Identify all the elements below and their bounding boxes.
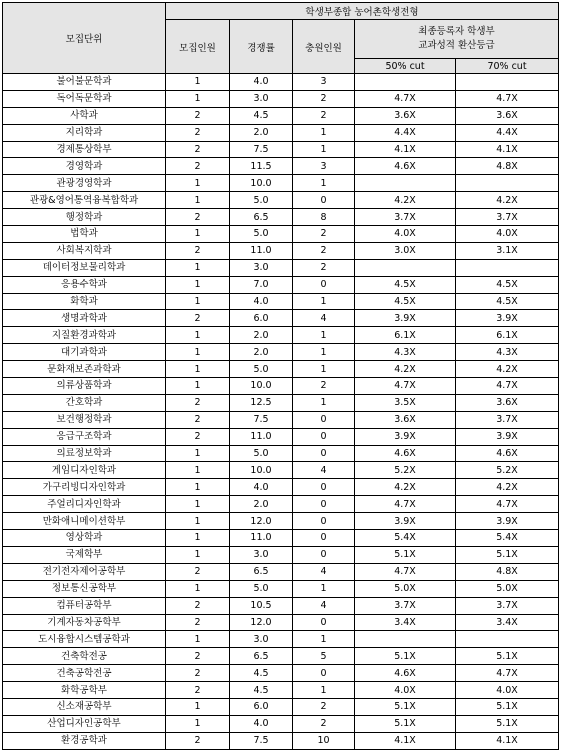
cell-additional-admits: 2 [293, 226, 355, 243]
cell-unit: 보건행정학과 [3, 411, 166, 428]
cell-unit: 독어독문학과 [3, 90, 166, 107]
cell-cut-70: 3.6X [456, 107, 559, 124]
header-unit: 모집단위 [3, 3, 166, 74]
cell-additional-admits: 4 [293, 597, 355, 614]
cell-cut-50: 4.7X [355, 90, 456, 107]
cell-unit: 대기과학과 [3, 344, 166, 361]
cell-unit: 사학과 [3, 107, 166, 124]
table-row [3, 293, 559, 310]
cell-quota: 1 [166, 445, 230, 462]
cell-cut-50 [355, 631, 456, 648]
table-row [3, 631, 559, 648]
table-row [3, 546, 559, 563]
cell-additional-admits: 0 [293, 445, 355, 462]
cell-cut-70: 3.7X [456, 411, 559, 428]
cell-unit: 신소재공학부 [3, 698, 166, 715]
cell-unit: 응용수학과 [3, 276, 166, 293]
cell-competition-ratio: 6.0 [230, 698, 293, 715]
cell-quota: 2 [166, 158, 230, 175]
cell-competition-ratio: 12.0 [230, 614, 293, 631]
table-row [3, 209, 559, 226]
table-row [3, 361, 559, 378]
cell-cut-70: 4.7X [456, 378, 559, 395]
cell-cut-70: 4.0X [456, 682, 559, 699]
cell-quota: 2 [166, 597, 230, 614]
cell-additional-admits: 0 [293, 192, 355, 209]
table-row [3, 378, 559, 395]
cell-unit: 환경공학과 [3, 732, 166, 749]
table-row [3, 141, 559, 158]
cell-additional-admits: 4 [293, 563, 355, 580]
cell-unit: 건축공학전공 [3, 665, 166, 682]
header-grade-line2: 교과성적 환산등급 [418, 40, 495, 51]
cell-competition-ratio: 11.5 [230, 158, 293, 175]
cell-additional-admits: 1 [293, 344, 355, 361]
cell-quota: 2 [166, 209, 230, 226]
table-row [3, 445, 559, 462]
cell-cut-70: 4.2X [456, 192, 559, 209]
cell-cut-50: 4.2X [355, 192, 456, 209]
table-row [3, 310, 559, 327]
cell-competition-ratio: 3.0 [230, 90, 293, 107]
cell-cut-70: 3.1X [456, 242, 559, 259]
cell-additional-admits: 1 [293, 141, 355, 158]
cell-quota: 2 [166, 428, 230, 445]
header-quota: 모집인원 [166, 20, 230, 74]
cell-additional-admits: 2 [293, 107, 355, 124]
cell-competition-ratio: 11.0 [230, 530, 293, 547]
cell-unit: 게임디자인학과 [3, 462, 166, 479]
header-admission-group: 학생부종합 농어촌학생전형 [166, 3, 559, 20]
cell-cut-50: 5.4X [355, 530, 456, 547]
cell-competition-ratio: 5.0 [230, 226, 293, 243]
cell-unit: 산업디자인공학부 [3, 715, 166, 732]
cell-cut-70: 6.1X [456, 327, 559, 344]
cell-unit: 생명과학과 [3, 310, 166, 327]
cell-cut-50: 4.6X [355, 445, 456, 462]
cell-unit: 기계자동차공학부 [3, 614, 166, 631]
cell-competition-ratio: 10.0 [230, 378, 293, 395]
cell-quota: 2 [166, 310, 230, 327]
cell-additional-admits: 0 [293, 665, 355, 682]
cell-unit: 만화애니메이션학부 [3, 513, 166, 530]
table-row [3, 124, 559, 141]
table-row [3, 107, 559, 124]
cell-quota: 2 [166, 563, 230, 580]
table-row [3, 90, 559, 107]
cell-cut-50: 4.7X [355, 496, 456, 513]
cell-competition-ratio: 12.5 [230, 394, 293, 411]
cell-competition-ratio: 10.0 [230, 175, 293, 192]
table-header [3, 3, 559, 74]
cell-competition-ratio: 2.0 [230, 327, 293, 344]
table-row [3, 732, 559, 749]
table-row [3, 242, 559, 259]
cell-unit: 컴퓨터공학부 [3, 597, 166, 614]
cell-cut-70: 4.5X [456, 293, 559, 310]
table-row [3, 479, 559, 496]
cell-cut-50: 3.9X [355, 310, 456, 327]
cell-additional-admits: 2 [293, 242, 355, 259]
cell-quota: 1 [166, 259, 230, 276]
table-row [3, 462, 559, 479]
cell-cut-70: 4.8X [456, 158, 559, 175]
cell-cut-50 [355, 259, 456, 276]
cell-quota: 2 [166, 665, 230, 682]
cell-cut-70: 5.4X [456, 530, 559, 547]
cell-cut-70: 4.7X [456, 665, 559, 682]
cell-quota: 1 [166, 698, 230, 715]
cell-cut-50: 4.6X [355, 158, 456, 175]
cell-additional-admits: 0 [293, 276, 355, 293]
cell-cut-70 [456, 259, 559, 276]
cell-competition-ratio: 10.0 [230, 462, 293, 479]
header-grade-line1: 최종등록자 학생부 [418, 26, 495, 37]
table-row [3, 411, 559, 428]
cell-competition-ratio: 7.5 [230, 411, 293, 428]
cell-cut-70: 4.6X [456, 445, 559, 462]
cell-cut-70: 5.1X [456, 698, 559, 715]
cell-quota: 1 [166, 276, 230, 293]
cell-cut-70: 4.1X [456, 732, 559, 749]
cell-additional-admits: 10 [293, 732, 355, 749]
cell-unit: 정보통신공학부 [3, 580, 166, 597]
table-row [3, 698, 559, 715]
cell-additional-admits: 2 [293, 90, 355, 107]
cell-quota: 2 [166, 394, 230, 411]
cell-cut-50: 6.1X [355, 327, 456, 344]
cell-cut-70: 4.8X [456, 563, 559, 580]
cell-unit: 국제학부 [3, 546, 166, 563]
cell-cut-70: 3.6X [456, 394, 559, 411]
cell-unit: 주얼리디자인학과 [3, 496, 166, 513]
table-row [3, 682, 559, 699]
cell-competition-ratio: 2.0 [230, 496, 293, 513]
cell-additional-admits: 0 [293, 546, 355, 563]
cell-cut-70: 4.7X [456, 496, 559, 513]
cell-cut-50 [355, 74, 456, 91]
cell-quota: 1 [166, 344, 230, 361]
cell-additional-admits: 2 [293, 378, 355, 395]
cell-competition-ratio: 6.5 [230, 563, 293, 580]
cell-cut-70: 4.1X [456, 141, 559, 158]
cell-quota: 1 [166, 327, 230, 344]
cell-unit: 전기전자제어공학부 [3, 563, 166, 580]
cell-additional-admits: 3 [293, 74, 355, 91]
cell-additional-admits: 0 [293, 428, 355, 445]
cell-cut-50: 5.1X [355, 698, 456, 715]
cell-cut-50: 4.7X [355, 378, 456, 395]
cell-unit: 영상학과 [3, 530, 166, 547]
cell-cut-70: 4.7X [456, 90, 559, 107]
cell-quota: 1 [166, 378, 230, 395]
cell-cut-50: 4.0X [355, 226, 456, 243]
cell-additional-admits: 1 [293, 361, 355, 378]
cell-cut-70 [456, 631, 559, 648]
cell-cut-50: 3.4X [355, 614, 456, 631]
cell-cut-50: 4.5X [355, 276, 456, 293]
admission-table-container [2, 2, 559, 750]
cell-quota: 2 [166, 411, 230, 428]
cell-quota: 1 [166, 192, 230, 209]
cell-quota: 2 [166, 648, 230, 665]
cell-cut-50: 4.3X [355, 344, 456, 361]
cell-quota: 1 [166, 631, 230, 648]
cell-additional-admits: 0 [293, 479, 355, 496]
cell-cut-50: 4.0X [355, 682, 456, 699]
cell-competition-ratio: 2.0 [230, 344, 293, 361]
cell-cut-50: 4.1X [355, 141, 456, 158]
cell-additional-admits: 1 [293, 293, 355, 310]
cell-unit: 불어불문학과 [3, 74, 166, 91]
table-row [3, 74, 559, 91]
table-row [3, 175, 559, 192]
cell-quota: 1 [166, 580, 230, 597]
cell-unit: 건축학전공 [3, 648, 166, 665]
cell-additional-admits: 3 [293, 158, 355, 175]
cell-quota: 1 [166, 496, 230, 513]
cell-additional-admits: 2 [293, 715, 355, 732]
cell-cut-70: 5.1X [456, 648, 559, 665]
cell-cut-70 [456, 74, 559, 91]
cell-cut-50: 4.6X [355, 665, 456, 682]
cell-cut-70: 4.2X [456, 361, 559, 378]
cell-additional-admits: 1 [293, 580, 355, 597]
cell-additional-admits: 1 [293, 682, 355, 699]
cell-cut-50: 5.0X [355, 580, 456, 597]
cell-quota: 1 [166, 546, 230, 563]
cell-cut-70: 5.1X [456, 715, 559, 732]
cell-competition-ratio: 11.0 [230, 428, 293, 445]
cell-unit: 화학과 [3, 293, 166, 310]
cell-quota: 1 [166, 293, 230, 310]
cell-additional-admits: 2 [293, 259, 355, 276]
table-row [3, 276, 559, 293]
table-row [3, 192, 559, 209]
cell-competition-ratio: 4.0 [230, 715, 293, 732]
cell-unit: 경제통상학부 [3, 141, 166, 158]
cell-cut-70: 3.4X [456, 614, 559, 631]
table-row [3, 226, 559, 243]
cell-cut-50: 5.1X [355, 546, 456, 563]
cell-unit: 가구리빙디자인학과 [3, 479, 166, 496]
cell-cut-70: 4.4X [456, 124, 559, 141]
cell-quota: 2 [166, 682, 230, 699]
cell-additional-admits: 0 [293, 614, 355, 631]
cell-cut-70: 5.1X [456, 546, 559, 563]
cell-additional-admits: 1 [293, 175, 355, 192]
table-row [3, 259, 559, 276]
cell-competition-ratio: 7.0 [230, 276, 293, 293]
cell-additional-admits: 1 [293, 394, 355, 411]
cell-unit: 관광경영학과 [3, 175, 166, 192]
table-row [3, 344, 559, 361]
table-row [3, 715, 559, 732]
cell-quota: 1 [166, 530, 230, 547]
cell-competition-ratio: 6.5 [230, 209, 293, 226]
cell-cut-70: 3.7X [456, 209, 559, 226]
cell-cut-70: 3.9X [456, 513, 559, 530]
cell-cut-70 [456, 175, 559, 192]
cell-cut-50: 3.6X [355, 411, 456, 428]
cell-cut-70: 4.2X [456, 479, 559, 496]
cell-cut-50: 5.1X [355, 715, 456, 732]
cell-competition-ratio: 2.0 [230, 124, 293, 141]
table-row [3, 496, 559, 513]
cell-competition-ratio: 5.0 [230, 580, 293, 597]
cell-cut-50: 4.2X [355, 361, 456, 378]
cell-cut-50: 3.9X [355, 428, 456, 445]
cell-cut-70: 5.2X [456, 462, 559, 479]
header-competition-ratio: 경쟁률 [230, 20, 293, 74]
cell-competition-ratio: 7.5 [230, 141, 293, 158]
cell-quota: 1 [166, 513, 230, 530]
cell-cut-50: 3.7X [355, 209, 456, 226]
cell-competition-ratio: 11.0 [230, 242, 293, 259]
table-row [3, 648, 559, 665]
cell-competition-ratio: 3.0 [230, 259, 293, 276]
cell-quota: 1 [166, 74, 230, 91]
table-row [3, 530, 559, 547]
cell-cut-50: 4.1X [355, 732, 456, 749]
cell-competition-ratio: 12.0 [230, 513, 293, 530]
cell-competition-ratio: 5.0 [230, 445, 293, 462]
cell-unit: 간호학과 [3, 394, 166, 411]
cell-additional-admits: 2 [293, 698, 355, 715]
cell-quota: 2 [166, 732, 230, 749]
cell-competition-ratio: 4.0 [230, 479, 293, 496]
cell-quota: 2 [166, 141, 230, 158]
cell-unit: 응급구조학과 [3, 428, 166, 445]
cell-additional-admits: 0 [293, 411, 355, 428]
cell-cut-50: 4.5X [355, 293, 456, 310]
cell-unit: 지질환경과학과 [3, 327, 166, 344]
cell-cut-50: 3.9X [355, 513, 456, 530]
cell-quota: 1 [166, 479, 230, 496]
cell-quota: 1 [166, 361, 230, 378]
cell-cut-70: 3.7X [456, 597, 559, 614]
cell-cut-50: 4.2X [355, 479, 456, 496]
cell-additional-admits: 0 [293, 513, 355, 530]
cell-unit: 경영학과 [3, 158, 166, 175]
cell-competition-ratio: 5.0 [230, 192, 293, 209]
header-grade-group [355, 20, 559, 59]
cell-competition-ratio: 6.0 [230, 310, 293, 327]
cell-competition-ratio: 4.0 [230, 293, 293, 310]
cell-unit: 법학과 [3, 226, 166, 243]
cell-cut-50: 3.6X [355, 107, 456, 124]
cell-quota: 1 [166, 715, 230, 732]
cell-quota: 1 [166, 462, 230, 479]
table-row [3, 563, 559, 580]
cell-additional-admits: 1 [293, 124, 355, 141]
cell-cut-70: 4.5X [456, 276, 559, 293]
cell-competition-ratio: 6.5 [230, 648, 293, 665]
cell-cut-70: 3.9X [456, 428, 559, 445]
cell-quota: 1 [166, 90, 230, 107]
cell-competition-ratio: 3.0 [230, 546, 293, 563]
cell-unit: 문화재보존과학과 [3, 361, 166, 378]
cell-quota: 2 [166, 124, 230, 141]
table-row [3, 665, 559, 682]
cell-unit: 화학공학부 [3, 682, 166, 699]
header-additional-admits: 충원인원 [293, 20, 355, 74]
cell-cut-50: 3.0X [355, 242, 456, 259]
cell-cut-70: 5.0X [456, 580, 559, 597]
cell-unit: 관광&영어통역융복합학과 [3, 192, 166, 209]
cell-competition-ratio: 4.5 [230, 682, 293, 699]
cell-competition-ratio: 10.5 [230, 597, 293, 614]
table-row [3, 394, 559, 411]
cell-competition-ratio: 4.5 [230, 665, 293, 682]
table-row [3, 597, 559, 614]
cell-unit: 데이터정보물리학과 [3, 259, 166, 276]
cell-cut-70: 4.3X [456, 344, 559, 361]
cell-cut-50: 5.2X [355, 462, 456, 479]
cell-unit: 지리학과 [3, 124, 166, 141]
cell-additional-admits: 4 [293, 462, 355, 479]
cell-quota: 2 [166, 614, 230, 631]
cell-additional-admits: 5 [293, 648, 355, 665]
cell-unit: 도시융합시스템공학과 [3, 631, 166, 648]
cell-additional-admits: 8 [293, 209, 355, 226]
table-row [3, 158, 559, 175]
cell-unit: 사회복지학과 [3, 242, 166, 259]
cell-competition-ratio: 4.5 [230, 107, 293, 124]
cell-competition-ratio: 3.0 [230, 631, 293, 648]
cell-cut-50 [355, 175, 456, 192]
table-row [3, 428, 559, 445]
cell-competition-ratio: 4.0 [230, 74, 293, 91]
cell-additional-admits: 4 [293, 310, 355, 327]
cell-additional-admits: 0 [293, 496, 355, 513]
admission-results-table [2, 2, 559, 750]
table-row [3, 327, 559, 344]
cell-quota: 2 [166, 107, 230, 124]
cell-competition-ratio: 5.0 [230, 361, 293, 378]
cell-cut-50: 3.5X [355, 394, 456, 411]
cell-quota: 2 [166, 242, 230, 259]
table-body [3, 74, 559, 750]
cell-additional-admits: 1 [293, 631, 355, 648]
cell-competition-ratio: 7.5 [230, 732, 293, 749]
cell-additional-admits: 1 [293, 327, 355, 344]
cell-cut-50: 3.7X [355, 597, 456, 614]
cell-unit: 의료정보학과 [3, 445, 166, 462]
cell-additional-admits: 0 [293, 530, 355, 547]
cell-unit: 의류상품학과 [3, 378, 166, 395]
cell-cut-70: 4.0X [456, 226, 559, 243]
cell-cut-50: 4.4X [355, 124, 456, 141]
table-row [3, 513, 559, 530]
cell-unit: 행정학과 [3, 209, 166, 226]
cell-quota: 1 [166, 175, 230, 192]
cell-cut-70: 3.9X [456, 310, 559, 327]
cell-cut-50: 4.7X [355, 563, 456, 580]
header-cut-50: 50% cut [355, 59, 456, 74]
cell-quota: 1 [166, 226, 230, 243]
cell-cut-50: 5.1X [355, 648, 456, 665]
header-cut-70: 70% cut [456, 59, 559, 74]
table-row [3, 580, 559, 597]
table-row [3, 614, 559, 631]
